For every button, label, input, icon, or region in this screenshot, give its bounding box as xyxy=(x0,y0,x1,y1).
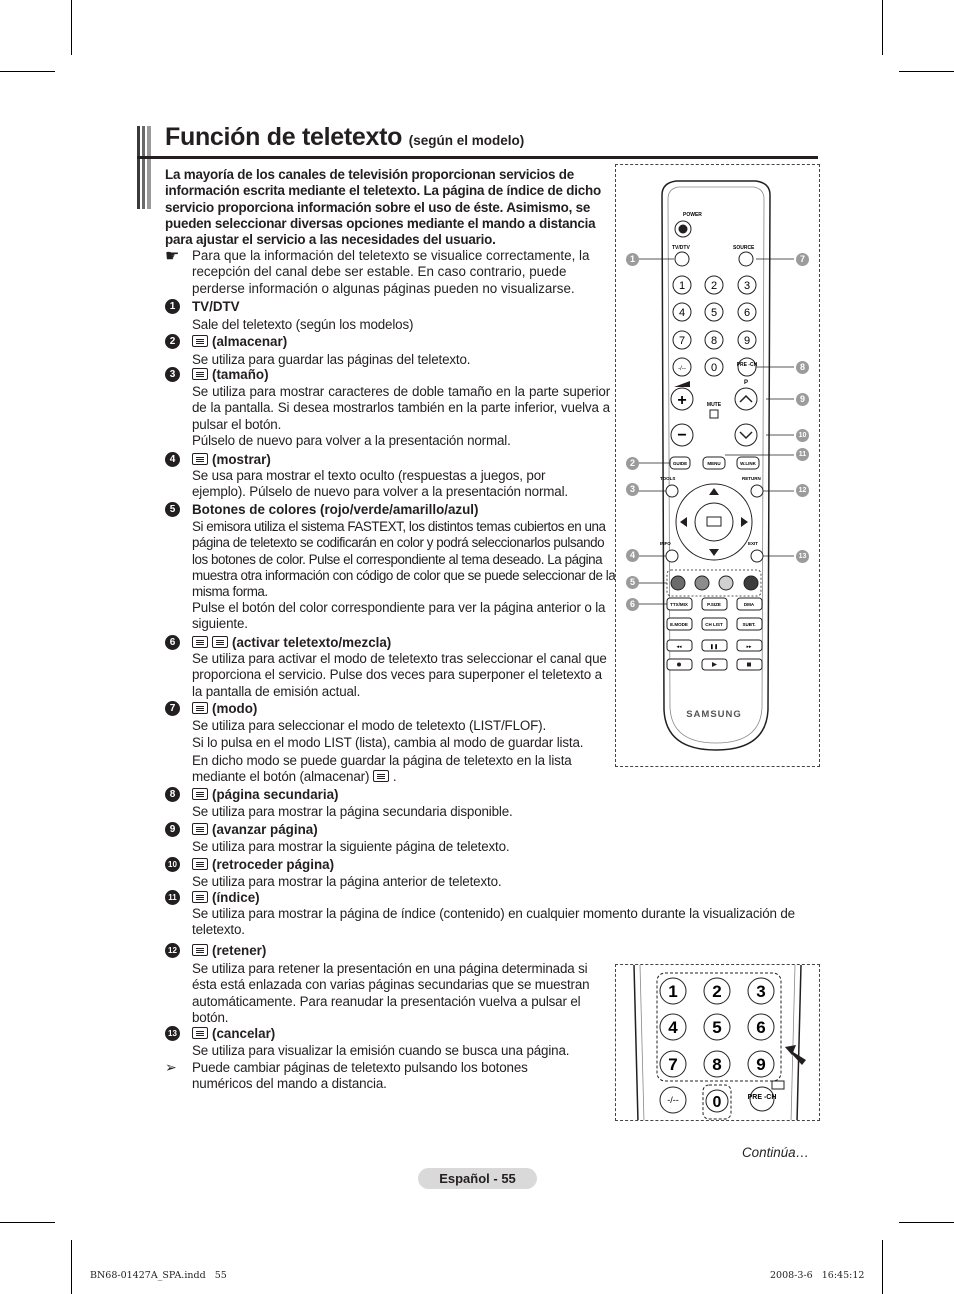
item-heading: (cancelar) xyxy=(192,1026,275,1042)
svg-text:◂◂: ◂◂ xyxy=(676,644,682,650)
item-number: 10 xyxy=(165,857,180,872)
item-heading: (tamaño) xyxy=(192,367,269,383)
item-heading: (página secundaria) xyxy=(192,787,339,803)
item-number: 7 xyxy=(165,701,180,716)
item-heading: (avanzar página) xyxy=(192,822,318,838)
psize-label: P.SIZE xyxy=(707,602,721,607)
item-body: Se utiliza para seleccionar el modo de teletexto (LIST/FLOF). xyxy=(192,718,547,733)
intro-paragraph: La mayoría de los canales de televisión proporcionan servicios de información escrita mediante el teletexto. La página de índice de dicho servicio proporciona información sobre el uso de éste. Asimismo, se pueden seleccionar diversas opciones mediante el mando a distancia para ajustar el servicio a las necesidades del usuario. xyxy=(165,167,601,248)
item-heading: Botones de colores (rojo/verde/amarillo/azul) xyxy=(192,502,479,517)
tools-label: TOOLS xyxy=(660,476,676,481)
callout-11: 11 xyxy=(796,448,809,461)
item-heading: TV/DTV xyxy=(192,299,240,314)
digit-label: 4 xyxy=(668,1018,678,1037)
svg-text:+: + xyxy=(677,392,687,409)
item-body: Sale del teletexto (según los modelos) xyxy=(192,317,414,332)
item-heading: (almacenar) xyxy=(192,334,287,350)
tools-button[interactable] xyxy=(666,485,678,497)
callout-6: 6 xyxy=(626,598,639,611)
item-body: Se utiliza para activar el modo de teletexto tras seleccionar el canal que proporciona el servicio. Pulse dos veces para superponer el teletexto a la pantalla de emisión actual. xyxy=(192,651,607,699)
subt-label: SUBT. xyxy=(742,622,756,627)
tvdtv-button[interactable] xyxy=(675,252,689,266)
crop-mark xyxy=(882,1240,883,1294)
crop-mark xyxy=(71,0,72,55)
item-number: 6 xyxy=(165,635,180,650)
store-icon xyxy=(373,770,389,782)
mode-icon xyxy=(192,702,208,714)
blue-button[interactable] xyxy=(744,576,758,590)
arrow-tip-icon: ➢ xyxy=(165,1059,177,1075)
item-body: Se usa para mostrar el texto oculto (respuestas a juegos, por ejemplo). Púlselo de nuevo para volver a la presentación normal. xyxy=(192,468,568,500)
keypad-zoom-illustration xyxy=(616,965,820,1121)
item-number: 8 xyxy=(165,787,180,802)
svg-text:▸▸: ▸▸ xyxy=(746,644,752,650)
item-number: 2 xyxy=(165,334,180,349)
mute-label: MUTE xyxy=(706,402,722,408)
item-number: 5 xyxy=(165,502,180,517)
prech-label: PRE -CH xyxy=(736,362,758,368)
crop-mark xyxy=(71,1240,72,1294)
item-body-2: Si lo pulsa en el modo LIST (lista), cambia al modo de guardar lista. xyxy=(192,735,584,750)
item-body-2: Púlselo de nuevo para volver a la presentación normal. xyxy=(192,433,511,448)
crop-mark xyxy=(0,71,55,72)
crop-mark xyxy=(882,0,883,55)
dma-label: DMA xyxy=(743,602,755,607)
reveal-icon xyxy=(192,453,208,465)
digit-label: 7 xyxy=(668,1055,678,1074)
digit-label: 6 xyxy=(756,1018,766,1037)
channel-up-button[interactable] xyxy=(735,388,757,410)
item-heading: (activar teletexto/mezcla) xyxy=(192,635,391,651)
info-label: INFO xyxy=(660,541,671,546)
item-number: 11 xyxy=(165,890,180,905)
info-button[interactable] xyxy=(666,550,678,562)
item-body: Se utiliza para mostrar caracteres de doble tamaño en la parte superior de la pantalla. Si desea mostrarlos también en la parte inferior, vuelva a pulsar el botón. xyxy=(192,384,610,432)
cancel-icon xyxy=(192,1027,208,1039)
index-icon xyxy=(192,891,208,903)
digit-label: 5 xyxy=(710,307,718,319)
wlink-label: W.LINK xyxy=(740,461,756,466)
item-body-2: Pulse el botón del color correspondiente para ver la página anterior o la siguiente. xyxy=(192,600,606,632)
title-rule xyxy=(137,156,818,159)
digit-label: 1 xyxy=(668,982,678,1001)
callout-4: 4 xyxy=(626,549,639,562)
date-slug: 2008-3-6 16:45:12 xyxy=(770,1270,865,1281)
digit-label: 8 xyxy=(710,335,718,347)
red-button[interactable] xyxy=(671,576,685,590)
enter-button[interactable] xyxy=(695,503,733,541)
page-subtitle: (según el modelo) xyxy=(408,133,525,148)
callout-10: 10 xyxy=(796,429,809,442)
dash-label: -/-- xyxy=(678,366,686,372)
digit-label: 3 xyxy=(756,982,766,1001)
size-icon xyxy=(192,368,208,380)
item-heading: (retener) xyxy=(192,943,266,959)
item-body: Se utiliza para mostrar la página de índice (contenido) en cualquier momento durante la visualización de teletexto. xyxy=(192,906,795,938)
emode-label: E.MODE xyxy=(670,622,688,627)
samsung-logo: SAMSUNG xyxy=(686,709,742,720)
digit-label: 8 xyxy=(712,1055,722,1074)
item-number: 12 xyxy=(165,943,180,958)
zero-label: 0 xyxy=(712,1094,722,1111)
digit-label: 6 xyxy=(743,307,751,319)
subpage-icon xyxy=(192,788,208,800)
page-down-icon xyxy=(192,858,208,870)
tip-text: Puede cambiar páginas de teletexto pulsando los botones numéricos del mando a distancia. xyxy=(192,1060,528,1092)
callout-1: 1 xyxy=(626,253,639,266)
ttxmix-label: TTX/MIX xyxy=(670,602,688,607)
callout-8: 8 xyxy=(796,361,809,374)
file-slug: BN68-01427A_SPA.indd 55 xyxy=(90,1270,227,1281)
digit-label: 2 xyxy=(712,982,722,1001)
note-text: Para que la información del teletexto se visualice correctamente, la recepción del canal debe ser estable. En caso contrario, puede perderse información o algunas páginas pueden no visualizarse. xyxy=(192,248,590,296)
continues-label: Continúa… xyxy=(742,1145,809,1160)
green-button[interactable] xyxy=(695,576,709,590)
hold-icon xyxy=(192,944,208,956)
item-body: Se utiliza para mostrar la página secundaria disponible. xyxy=(192,804,513,819)
crop-mark xyxy=(899,1222,954,1223)
number-keypad xyxy=(673,276,756,349)
section-marker xyxy=(137,126,151,209)
callout-3: 3 xyxy=(626,483,639,496)
exit-button[interactable] xyxy=(751,550,763,562)
item-body: Se utiliza para mostrar la siguiente página de teletexto. xyxy=(192,839,510,854)
digit-label: 7 xyxy=(678,335,686,347)
digit-label: 3 xyxy=(743,280,751,292)
zero-label: 0 xyxy=(710,362,718,374)
mix-icon xyxy=(212,636,228,648)
item-number: 1 xyxy=(165,299,180,314)
mute-button[interactable] xyxy=(710,410,718,418)
svg-text:❚❚: ❚❚ xyxy=(709,644,719,650)
svg-text:−: − xyxy=(677,427,687,444)
digit-label: 1 xyxy=(678,280,686,292)
digit-label: 5 xyxy=(712,1018,722,1037)
item-body: Si emisora utiliza el sistema FASTEXT, los distintos temas cubiertos en una página de teletexto se codificarán en color y podrá seleccionarlos pulsando los botones de color. Pulse el correspondiente al tema deseado. La página muestra otra información con código de color que se puede seleccionar de la misma forma. xyxy=(192,519,616,600)
digit-label: 2 xyxy=(710,280,718,292)
page-title: Función de teletexto (según el modelo) xyxy=(165,123,525,151)
teletext-on-icon xyxy=(192,636,208,648)
remote-control-illustration xyxy=(616,165,821,768)
crop-mark xyxy=(0,1222,55,1223)
return-label: RETURN xyxy=(742,476,761,481)
digit-label: 4 xyxy=(678,307,686,319)
chlist-label: CH LIST xyxy=(705,622,723,627)
tvdtv-label: TV/DTV xyxy=(672,245,690,251)
page-up-icon xyxy=(192,823,208,835)
dash-label: -/-- xyxy=(667,1095,679,1105)
digit-label: 9 xyxy=(743,335,751,347)
menu-label: MENU xyxy=(707,461,721,466)
item-body-3: En dicho modo se puede guardar la página de teletexto en la lista mediante el botón (almacenar) . xyxy=(192,753,572,785)
item-number: 4 xyxy=(165,452,180,467)
keypad-zoom-figure xyxy=(615,964,820,1121)
item-body: Se utiliza para mostrar la página anterior de teletexto. xyxy=(192,874,502,889)
callout-12: 12 xyxy=(796,484,809,497)
channel-label: P xyxy=(743,380,749,386)
item-number: 13 xyxy=(165,1026,180,1041)
item-heading: (índice) xyxy=(192,890,260,906)
callout-7: 7 xyxy=(796,253,809,266)
item-body: Se utiliza para retener la presentación en una página determinada si ésta está enlazada con varias páginas secundarias que se muestran automáticamente. Para reanudar la presentación vuelva a pulsar el botón. xyxy=(192,961,590,1025)
guide-label: GUIDE xyxy=(672,461,688,466)
item-number: 3 xyxy=(165,367,180,382)
power-label: POWER xyxy=(683,212,702,218)
callout-2: 2 xyxy=(626,457,639,470)
item-body: Se utiliza para guardar las páginas del teletexto. xyxy=(192,352,471,367)
yellow-button[interactable] xyxy=(719,576,733,590)
item-heading: (mostrar) xyxy=(192,452,271,468)
pointing-hand-icon: ☛ xyxy=(165,248,180,265)
callout-5: 5 xyxy=(626,576,639,589)
channel-down-button[interactable] xyxy=(735,424,757,446)
store-icon xyxy=(192,335,208,347)
item-body: Se utiliza para visualizar la emisión cuando se busca una página. xyxy=(192,1043,570,1058)
digit-label: 9 xyxy=(756,1055,766,1074)
callout-9: 9 xyxy=(796,393,809,406)
item-heading: (retroceder página) xyxy=(192,857,334,873)
return-button[interactable] xyxy=(751,485,763,497)
page-number-badge: Español - 55 xyxy=(418,1168,537,1189)
source-label: SOURCE xyxy=(733,245,755,251)
item-number: 9 xyxy=(165,822,180,837)
exit-label: EXIT xyxy=(748,541,759,546)
prech-label: PRE -CH xyxy=(747,1094,777,1101)
callout-13: 13 xyxy=(796,550,809,563)
source-button[interactable] xyxy=(739,252,753,266)
crop-mark xyxy=(899,71,954,72)
item-heading: (modo) xyxy=(192,701,257,717)
remote-figure xyxy=(615,164,820,767)
